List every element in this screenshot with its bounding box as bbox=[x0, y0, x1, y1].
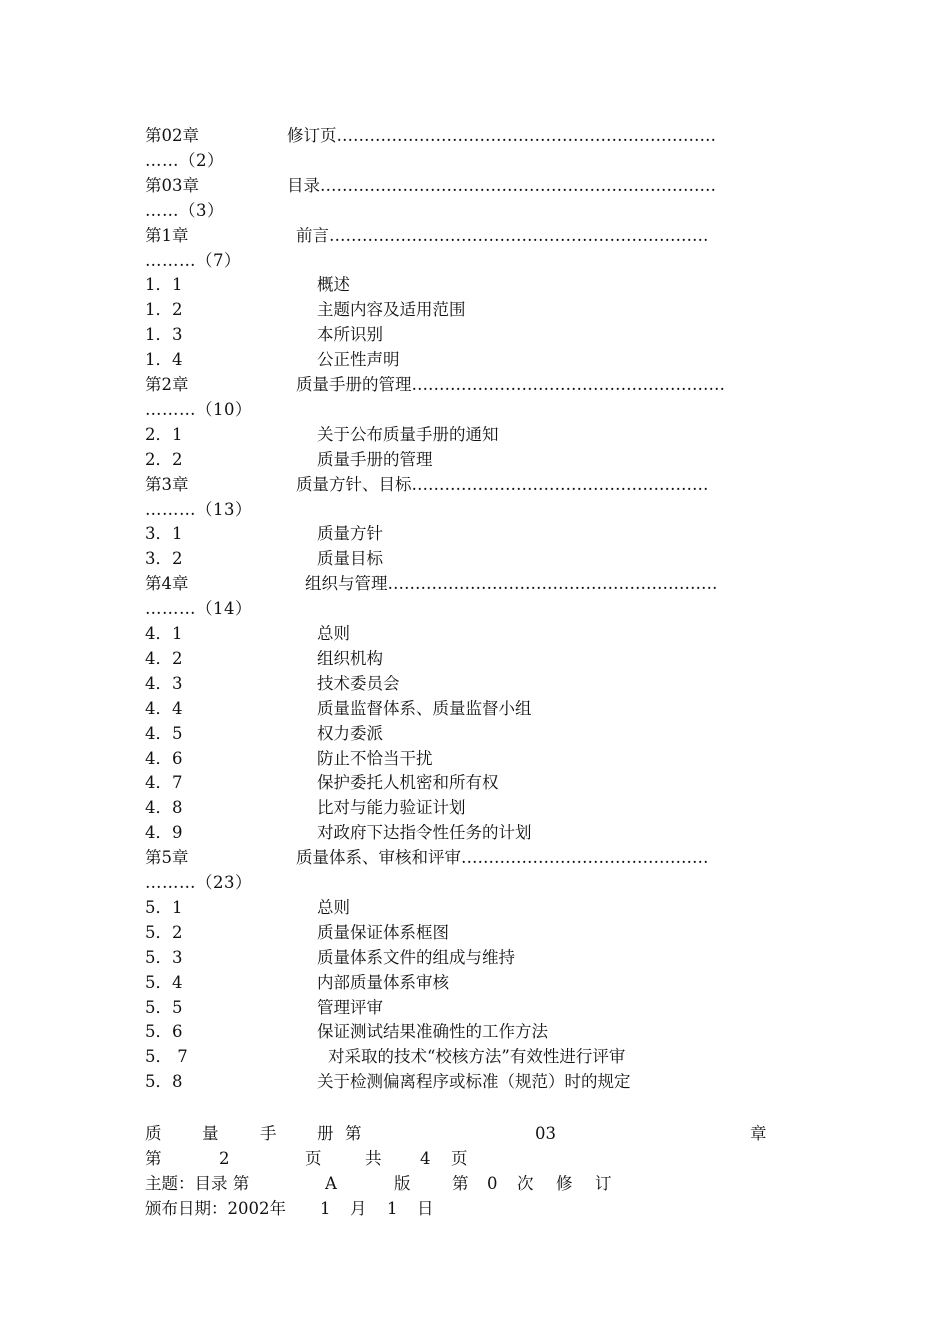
chapter-number: 第4章 bbox=[145, 574, 189, 594]
section-title: 对采取的技术“校核方法”有效性进行评审 bbox=[328, 1047, 626, 1067]
section-number: 3．1 bbox=[145, 524, 183, 544]
section-title: 本所识别 bbox=[317, 325, 383, 345]
section-number: 1．2 bbox=[145, 300, 183, 320]
toc-page-reference: ………（7） bbox=[145, 250, 241, 270]
section-title: 主题内容及适用范围 bbox=[317, 300, 466, 320]
footer-text: 0 bbox=[487, 1174, 498, 1193]
chapter-title: 质量手册的管理………………………………………………… bbox=[296, 375, 725, 394]
footer-text: 日 bbox=[417, 1199, 434, 1218]
section-number: 5．8 bbox=[145, 1072, 183, 1092]
section-title: 关于公布质量手册的通知 bbox=[317, 424, 499, 444]
footer-text: 册 bbox=[317, 1124, 334, 1143]
section-number: 5．6 bbox=[145, 1022, 183, 1042]
section-title: 技术委员会 bbox=[317, 673, 400, 693]
chapter-title: 前言…………………………………………………………… bbox=[296, 225, 709, 245]
section-title: 管理评审 bbox=[317, 997, 383, 1017]
section-title: 质量目标 bbox=[317, 549, 383, 569]
section-number: 4．8 bbox=[145, 798, 183, 818]
section-title: 组织机构 bbox=[317, 648, 383, 668]
footer-text: 次 bbox=[517, 1174, 534, 1193]
chapter-number: 第02章 bbox=[145, 126, 199, 145]
footer-text: 第 bbox=[145, 1149, 162, 1168]
section-title: 总则 bbox=[317, 897, 350, 917]
section-title: 比对与能力验证计划 bbox=[317, 798, 466, 818]
section-number: 5．5 bbox=[145, 997, 183, 1017]
section-title: 权力委派 bbox=[317, 723, 383, 743]
chapter-number: 第03章 bbox=[145, 175, 199, 195]
chapter-number: 第1章 bbox=[145, 225, 189, 245]
toc-page-reference: ………（13） bbox=[145, 499, 252, 519]
section-title: 质量手册的管理 bbox=[317, 449, 433, 469]
toc-page-reference: ………（14） bbox=[145, 599, 252, 619]
footer-text: 修 bbox=[556, 1174, 573, 1193]
section-number: 4．2 bbox=[145, 648, 183, 668]
toc-page-reference: ………（10） bbox=[145, 399, 252, 419]
footer-text: 1 bbox=[320, 1199, 331, 1218]
section-title: 对政府下达指令性任务的计划 bbox=[317, 823, 532, 843]
footer-text: 03 bbox=[535, 1124, 556, 1143]
footer-text: 量 bbox=[202, 1124, 219, 1143]
footer-text: 版 bbox=[394, 1174, 411, 1193]
section-number: 4．7 bbox=[145, 773, 183, 793]
section-number: 3．2 bbox=[145, 549, 183, 569]
section-title: 保护委托人机密和所有权 bbox=[317, 773, 499, 793]
section-number: 5．1 bbox=[145, 897, 183, 917]
toc-page-reference: ……（3） bbox=[145, 200, 224, 220]
section-number: 5．2 bbox=[145, 922, 183, 942]
footer-text: 章 bbox=[750, 1124, 767, 1143]
footer-text: 共 bbox=[365, 1149, 382, 1168]
footer-text: 第 bbox=[345, 1124, 362, 1143]
section-number: 5．4 bbox=[145, 972, 183, 992]
section-title: 关于检测偏离程序或标准（规范）时的规定 bbox=[317, 1072, 631, 1092]
chapter-number: 第5章 bbox=[145, 848, 189, 868]
section-number: 1．4 bbox=[145, 350, 183, 370]
section-number: 1．3 bbox=[145, 325, 183, 345]
section-number: 4．3 bbox=[145, 673, 183, 693]
footer-text: 2 bbox=[219, 1149, 230, 1168]
chapter-title: 目录……………………………………………………………… bbox=[287, 175, 716, 195]
section-number: 2．1 bbox=[145, 424, 183, 444]
footer-text: 手 bbox=[260, 1124, 277, 1143]
footer-text: A bbox=[325, 1174, 337, 1193]
section-title: 概述 bbox=[317, 275, 350, 295]
footer-text: 4 bbox=[420, 1149, 431, 1168]
footer-text: 月 bbox=[350, 1199, 367, 1218]
footer-text: 第 bbox=[452, 1174, 469, 1193]
chapter-title: 组织与管理…………………………………………………… bbox=[305, 574, 718, 594]
section-title: 质量保证体系框图 bbox=[317, 922, 449, 942]
section-title: 防止不恰当干扰 bbox=[317, 748, 433, 768]
section-number: 4．9 bbox=[145, 823, 183, 843]
section-title: 公正性声明 bbox=[317, 350, 400, 370]
section-number: 1．1 bbox=[145, 275, 183, 295]
footer-text: 颁布日期：2002年 bbox=[145, 1199, 286, 1218]
footer-text: 订 bbox=[595, 1174, 612, 1193]
footer-text: 页 bbox=[305, 1149, 322, 1168]
footer-text: 1 bbox=[387, 1199, 398, 1218]
section-title: 内部质量体系审核 bbox=[317, 972, 449, 992]
section-number: 4．1 bbox=[145, 624, 183, 643]
footer-text: 质 bbox=[145, 1124, 162, 1143]
section-number: 2．2 bbox=[145, 449, 183, 469]
footer-text: 主题：目录 第 bbox=[145, 1174, 250, 1193]
footer-text: 页 bbox=[451, 1149, 468, 1168]
section-number: 4．4 bbox=[145, 698, 183, 718]
section-title: 质量方针 bbox=[317, 524, 383, 544]
section-number: 5．3 bbox=[145, 947, 183, 967]
section-number: 5． 7 bbox=[145, 1047, 188, 1067]
section-title: 总则 bbox=[317, 624, 350, 643]
chapter-number: 第2章 bbox=[145, 375, 189, 394]
section-number: 4．6 bbox=[145, 748, 183, 768]
toc-page-reference: ……（2） bbox=[145, 150, 224, 170]
section-number: 4．5 bbox=[145, 723, 183, 743]
section-title: 质量体系文件的组成与维持 bbox=[317, 947, 515, 967]
chapter-title: 质量体系、审核和评审……………………………………… bbox=[296, 848, 709, 868]
chapter-title: 质量方针、目标……………………………………………… bbox=[296, 474, 709, 494]
section-title: 保证测试结果准确性的工作方法 bbox=[317, 1022, 548, 1042]
chapter-title: 修订页…………………………………………………………… bbox=[287, 126, 716, 145]
toc-page-reference: ………（23） bbox=[145, 873, 252, 892]
section-title: 质量监督体系、质量监督小组 bbox=[317, 698, 532, 718]
chapter-number: 第3章 bbox=[145, 474, 189, 494]
